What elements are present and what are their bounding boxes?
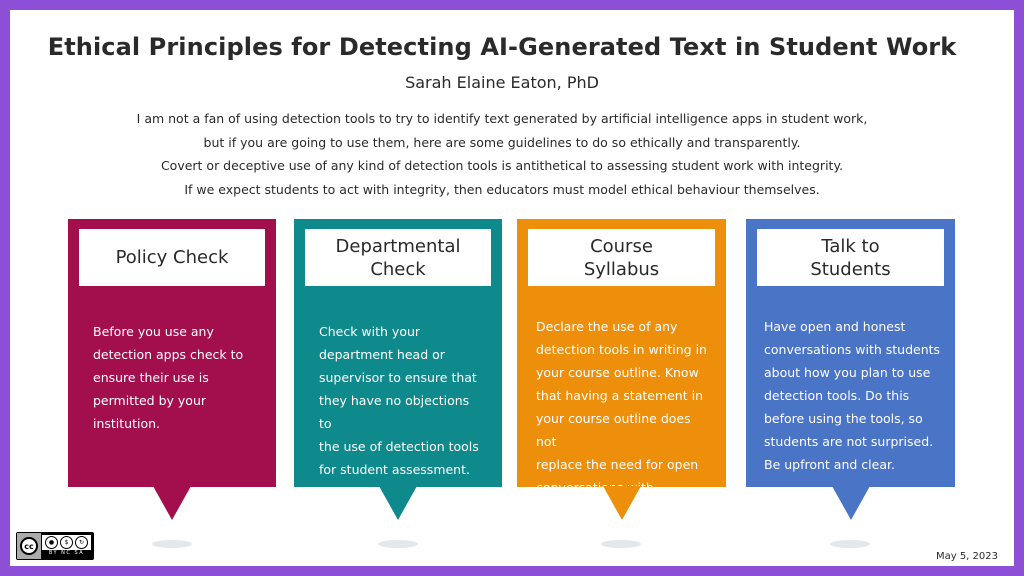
card-body-line: students are not surprised. [764, 434, 934, 449]
cc-logo-icon: cc [20, 537, 38, 555]
card-body-line: they have no objections to [319, 393, 470, 431]
cc-logo-panel [17, 533, 41, 559]
card-heading: Talk to Students [810, 235, 891, 280]
card-body-line: ensure their use is [93, 370, 209, 385]
card-body-line: supervisor to ensure that [319, 370, 477, 385]
card-body-line: your course outline does not [536, 411, 691, 449]
card-body-line: Check with your [319, 324, 421, 339]
card-body-line: for student assessment. [319, 462, 470, 477]
card-body-line: your course outline. Know [536, 365, 699, 380]
intro-line: but if you are going to use them, here are some guidelines to do so ethically and transparently. [203, 134, 801, 150]
cc-license-icons [45, 536, 88, 549]
card-heading: Departmental Check [335, 235, 461, 280]
card-talk-to-students [746, 219, 955, 487]
card-heading: Course Syllabus [583, 235, 660, 280]
pointer-shadow [152, 540, 192, 548]
card-body [764, 315, 945, 476]
card-body-line: conversations with students [764, 342, 941, 357]
sharealike-icon: ↻ [75, 536, 88, 549]
card-pointer [832, 486, 870, 520]
card-course-syllabus [517, 219, 726, 518]
card-body-line: about how you plan to use [764, 365, 931, 380]
card-body-line: replace the need for open [536, 457, 699, 472]
date-label: May 5, 2023 [935, 551, 998, 562]
card-heading-box [79, 229, 265, 286]
card-body-line: detection tools in writing in [536, 342, 707, 357]
card-body-line: Be upfront and clear. [764, 457, 895, 472]
cc-license-text: BY NC SA [42, 550, 91, 557]
card-body-line: detection tools. Do this [764, 388, 910, 403]
card-body-line: Declare the use of any [536, 319, 678, 334]
card-departmental-check [294, 219, 502, 487]
card-body [93, 320, 258, 435]
card-body-line: conversations with students. [536, 480, 654, 518]
cc-license-panel [42, 535, 91, 557]
intro-line: If we expect students to act with integrity, then educators must model ethical behaviour themselves. [184, 181, 820, 197]
card-pointer [379, 486, 417, 520]
pointer-shadow [601, 540, 641, 548]
card-heading-box [757, 229, 944, 286]
card-body-line: the use of detection tools [319, 439, 479, 454]
intro-text [0, 107, 1014, 201]
card-policy-check [68, 219, 276, 487]
creative-commons-badge [16, 532, 94, 560]
pointer-shadow [378, 540, 418, 548]
card-heading: Policy Check [115, 247, 229, 268]
author-name: Sarah Elaine Eaton, PhD [405, 73, 599, 92]
pointer-shadow [830, 540, 870, 548]
card-heading-box [528, 229, 715, 286]
card-body-line: department head or [319, 347, 445, 362]
attribution-icon: ● [45, 536, 58, 549]
card-body-line: permitted by your [93, 393, 207, 408]
card-body [319, 320, 484, 481]
card-body-line: before using the tools, so [764, 411, 923, 426]
card-body-line: Before you use any [93, 324, 214, 339]
card-body-line: that having a statement in [536, 388, 703, 403]
card-pointer [153, 486, 191, 520]
noncommercial-icon: $ [60, 536, 73, 549]
card-heading-box [305, 229, 491, 286]
card-pointer [603, 486, 641, 520]
page-title: Ethical Principles for Detecting AI-Generated Text in Student Work [47, 33, 957, 61]
intro-line: Covert or deceptive use of any kind of detection tools is antithetical to assessing student work with integrity. [160, 158, 844, 173]
card-body-line: detection apps check to [93, 347, 244, 362]
card-body-line: institution. [93, 416, 161, 431]
intro-line: I am not a fan of using detection tools to try to identify text generated by artificial intelligence apps in student work, [136, 111, 868, 126]
card-body-line: Have open and honest [764, 319, 906, 334]
